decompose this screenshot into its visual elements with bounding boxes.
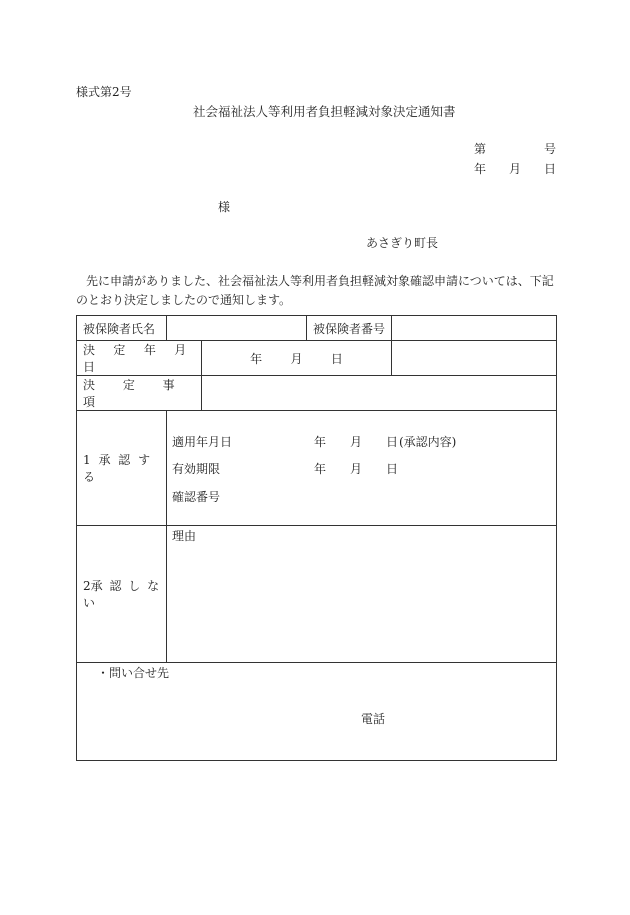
document-title: 社会福祉法人等利用者負担軽減対象決定通知書 bbox=[193, 104, 456, 119]
reason-label: 理由 bbox=[172, 529, 197, 543]
approval-content: (承認内容) bbox=[399, 435, 457, 449]
body-text-line2: のとおり決定しましたので通知します。 bbox=[76, 293, 292, 307]
reject-details bbox=[167, 526, 557, 663]
decision-date-label bbox=[77, 341, 202, 376]
apply-day: 日 bbox=[386, 435, 399, 449]
validity-year: 年 bbox=[314, 462, 327, 476]
addressee-suffix: 様 bbox=[218, 200, 231, 214]
decision-matter-label bbox=[77, 376, 202, 411]
approve-label-text: 1 承 認 す る bbox=[83, 453, 151, 484]
insured-number-value bbox=[392, 316, 557, 341]
decision-month: 月 bbox=[290, 351, 303, 366]
body-text-line1: 先に申請がありました、社会福祉法人等利用者負担軽減対象確認申請については、下記 bbox=[86, 274, 554, 288]
header-month: 月 bbox=[508, 162, 521, 176]
number-prefix: 第 bbox=[474, 142, 487, 156]
decision-date-label-text: 決 定 年 月 日 bbox=[83, 343, 187, 374]
number-suffix: 号 bbox=[543, 142, 556, 156]
decision-year: 年 bbox=[250, 351, 263, 366]
apply-month: 月 bbox=[350, 435, 363, 449]
insured-number-label: 被保険者番号 bbox=[307, 316, 392, 341]
insured-name-value bbox=[167, 316, 307, 341]
decision-matter-value bbox=[202, 376, 557, 411]
phone-label: 電話 bbox=[361, 712, 386, 726]
header-number bbox=[474, 143, 556, 155]
validity-month: 月 bbox=[350, 462, 363, 476]
approve-details bbox=[167, 411, 557, 526]
header-year: 年 bbox=[474, 162, 487, 176]
decision-date-extra bbox=[392, 341, 557, 376]
decision-date-value bbox=[202, 341, 392, 376]
header-day: 日 bbox=[543, 162, 556, 176]
apply-year: 年 bbox=[314, 435, 327, 449]
validity-label: 有効期限 bbox=[172, 462, 221, 476]
reject-label-text: 2承 認 し な い bbox=[83, 579, 160, 610]
approve-label bbox=[77, 411, 167, 526]
insured-name-label: 被保険者氏名 bbox=[77, 316, 167, 341]
decision-matter-label-text: 決 定 事 項 bbox=[83, 378, 175, 409]
apply-date-label: 適用年月日 bbox=[172, 435, 233, 449]
form-number: 様式第2号 bbox=[76, 85, 132, 99]
contact-cell bbox=[77, 663, 557, 761]
decision-table bbox=[76, 315, 557, 761]
contact-label: ・問い合せ先 bbox=[97, 666, 170, 680]
issuer: あさぎり町長 bbox=[366, 236, 439, 250]
decision-day: 日 bbox=[330, 351, 343, 366]
validity-day: 日 bbox=[386, 462, 399, 476]
reject-label bbox=[77, 526, 167, 663]
header-date bbox=[474, 163, 556, 175]
confirm-number-label: 確認番号 bbox=[172, 490, 221, 504]
